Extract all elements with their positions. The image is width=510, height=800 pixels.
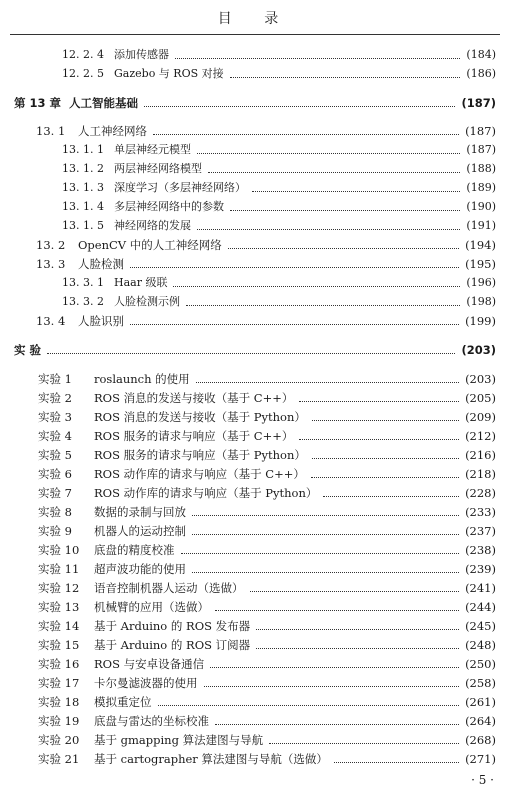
toc-entry-title: 深度学习（多层神经网络） <box>114 181 246 194</box>
dot-leader <box>312 458 459 459</box>
toc-entry[interactable] <box>36 236 496 254</box>
dot-leader <box>269 743 459 744</box>
dot-leader <box>252 191 460 192</box>
dot-leader <box>153 134 459 135</box>
toc-entry[interactable] <box>38 446 496 464</box>
toc-entry-page: (190) <box>466 200 496 213</box>
toc-entry-title: 人脸检测示例 <box>114 295 180 308</box>
toc-entry-page: (187) <box>466 143 496 156</box>
toc-entry-title: 卡尔曼滤波器的使用 <box>94 676 198 690</box>
toc-entry[interactable] <box>38 617 496 635</box>
toc-entry-number: 13. 1. 1 <box>62 143 104 156</box>
toc-entry-title: ROS 消息的发送与接收（基于 C++） <box>94 391 294 405</box>
toc-entry-number: 12. 2. 4 <box>62 48 104 61</box>
toc-entry[interactable] <box>38 750 496 768</box>
toc-entry-page: (228) <box>465 486 496 500</box>
dot-leader <box>192 515 459 516</box>
toc-entry-number: 实 验 <box>14 343 42 357</box>
toc-entry-page: (218) <box>465 467 496 481</box>
toc-entry-number: 13. 1. 3 <box>62 181 104 194</box>
toc-entry-number: 实验 17 <box>38 676 80 690</box>
toc-entry-number: 13. 1 <box>36 124 66 138</box>
dot-leader <box>47 353 455 354</box>
toc-entry[interactable] <box>62 179 496 197</box>
dot-leader <box>130 267 459 268</box>
toc-entry-title: ROS 动作库的请求与响应（基于 C++） <box>94 467 305 481</box>
toc-entry-page: (203) <box>461 343 496 357</box>
toc-entry-page: (239) <box>465 562 496 576</box>
toc-entry-page: (188) <box>466 162 496 175</box>
dot-leader <box>175 58 460 59</box>
dot-leader <box>192 572 459 573</box>
toc-entry-number: 13. 2 <box>36 238 66 252</box>
dot-leader <box>144 106 455 107</box>
toc-entry-title: 添加传感器 <box>114 48 169 61</box>
toc-entry-title: 机器人的运动控制 <box>94 524 186 538</box>
toc-entry-number: 13. 3. 1 <box>62 276 104 289</box>
toc-entry-page: (248) <box>465 638 496 652</box>
toc-entry[interactable] <box>38 674 496 692</box>
toc-entry[interactable] <box>14 94 496 112</box>
toc-entry-page: (209) <box>465 410 496 424</box>
toc-entry-title: 基于 Arduino 的 ROS 发布器 <box>94 619 251 633</box>
toc-entry-number: 13. 4 <box>36 314 66 328</box>
toc-entry-page: (195) <box>465 257 496 271</box>
toc-entry[interactable] <box>38 712 496 730</box>
toc-entry-number: 13. 3 <box>36 257 66 271</box>
toc-entry-page: (184) <box>466 48 496 61</box>
dot-leader <box>196 382 459 383</box>
toc-entry-page: (187) <box>465 124 496 138</box>
toc-entry-page: (186) <box>466 67 496 80</box>
toc-entry[interactable] <box>38 427 496 445</box>
dot-leader <box>204 686 460 687</box>
toc-entry[interactable] <box>38 541 496 559</box>
toc-entry-page: (233) <box>465 505 496 519</box>
toc-entry-page: (244) <box>465 600 496 614</box>
toc-entry-number: 实验 13 <box>38 600 80 614</box>
toc-entry-page: (199) <box>465 314 496 328</box>
toc-entry-title: ROS 与安卓设备通信 <box>94 657 205 671</box>
dot-leader <box>215 724 459 725</box>
toc-entry-title: 模拟重定位 <box>94 695 152 709</box>
toc-entry[interactable] <box>62 293 496 311</box>
toc-entry-page: (189) <box>466 181 496 194</box>
toc-entry-title: 人脸检测 <box>78 257 124 271</box>
dot-leader <box>208 172 460 173</box>
toc-entry[interactable] <box>38 636 496 654</box>
toc-entry-title: ROS 服务的请求与响应（基于 Python） <box>94 448 306 462</box>
toc-entry-title: 数据的录制与回放 <box>94 505 186 519</box>
dot-leader <box>299 401 459 402</box>
toc-entry-number: 实验 15 <box>38 638 80 652</box>
toc-entry-number: 实验 2 <box>38 391 72 405</box>
toc-entry-page: (237) <box>465 524 496 538</box>
dot-leader <box>192 534 459 535</box>
toc-entry-number: 13. 3. 2 <box>62 295 104 308</box>
toc-entry-number: 实验 11 <box>38 562 80 576</box>
toc-entry[interactable] <box>62 46 496 64</box>
toc-entry[interactable] <box>62 65 496 83</box>
dot-leader <box>228 248 459 249</box>
toc-entry-number: 实验 3 <box>38 410 72 424</box>
dot-leader <box>312 420 459 421</box>
toc-entry-title: 人工智能基础 <box>69 96 139 110</box>
toc-entry[interactable] <box>62 160 496 178</box>
toc-entry[interactable] <box>62 274 496 292</box>
toc-entry-number: 实验 9 <box>38 524 72 538</box>
toc-entry-page: (196) <box>466 276 496 289</box>
toc-entry[interactable] <box>62 141 496 159</box>
dot-leader <box>299 439 459 440</box>
toc-entry-title: 基于 gmapping 算法建图与导航 <box>94 733 264 747</box>
toc-entry[interactable] <box>14 341 496 359</box>
dot-leader <box>210 667 459 668</box>
toc-entry-number: 第 13 章 <box>14 96 62 110</box>
toc-entry-title: 语音控制机器人运动（选做） <box>94 581 244 595</box>
toc-entry-title: roslaunch 的使用 <box>94 372 190 386</box>
page-number: · 5 · <box>471 773 494 787</box>
toc-entry-page: (191) <box>466 219 496 232</box>
dot-leader <box>197 229 460 230</box>
toc-entry-title: 基于 Arduino 的 ROS 订阅器 <box>94 638 251 652</box>
toc-entry-title: ROS 服务的请求与响应（基于 C++） <box>94 429 294 443</box>
toc-entry-number: 实验 8 <box>38 505 72 519</box>
toc-entry-number: 13. 1. 2 <box>62 162 104 175</box>
toc-entry-page: (264) <box>465 714 496 728</box>
toc-entry-number: 12. 2. 5 <box>62 67 104 80</box>
toc-entry[interactable] <box>62 217 496 235</box>
toc-entry-number: 实验 20 <box>38 733 80 747</box>
toc-entry-title: ROS 消息的发送与接收（基于 Python） <box>94 410 306 424</box>
toc-entry-page: (271) <box>465 752 496 766</box>
dot-leader <box>256 648 459 649</box>
toc-entry-number: 实验 14 <box>38 619 80 633</box>
toc-entry-page: (261) <box>465 695 496 709</box>
toc-entry[interactable] <box>38 465 496 483</box>
toc-entry-page: (203) <box>465 372 496 386</box>
toc-entry-title: ROS 动作库的请求与响应（基于 Python） <box>94 486 318 500</box>
dot-leader <box>181 553 460 554</box>
toc-entry-number: 实验 18 <box>38 695 80 709</box>
dot-leader <box>130 324 459 325</box>
toc-entry-number: 实验 16 <box>38 657 80 671</box>
toc-entry[interactable] <box>38 408 496 426</box>
toc-entry[interactable] <box>36 255 496 273</box>
toc-entry-title: 两层神经网络模型 <box>114 162 202 175</box>
toc-entry-number: 实验 10 <box>38 543 80 557</box>
toc-entry-title: 底盘与雷达的坐标校准 <box>94 714 209 728</box>
dot-leader <box>250 591 460 592</box>
toc-entry-page: (238) <box>465 543 496 557</box>
dot-leader <box>323 496 459 497</box>
dot-leader <box>215 610 459 611</box>
dot-leader <box>186 305 460 306</box>
toc-entry-title: Gazebo 与 ROS 对接 <box>114 67 224 80</box>
toc-entry-number: 13. 1. 4 <box>62 200 104 213</box>
toc-entry-number: 实验 7 <box>38 486 72 500</box>
toc-entry-number: 实验 12 <box>38 581 80 595</box>
toc-entry-title: 人工神经网络 <box>78 124 147 138</box>
toc-entry-page: (194) <box>465 238 496 252</box>
toc-entry-title: 多层神经网络中的参数 <box>114 200 224 213</box>
dot-leader <box>230 77 461 78</box>
dot-leader <box>197 153 460 154</box>
dot-leader <box>158 705 460 706</box>
toc-entry[interactable] <box>38 655 496 673</box>
dot-leader <box>311 477 459 478</box>
toc-entry-title: 底盘的精度校准 <box>94 543 175 557</box>
toc-entry-title: Haar 级联 <box>114 276 168 289</box>
dot-leader <box>334 762 459 763</box>
toc-entry-page: (205) <box>465 391 496 405</box>
toc-entry-page: (245) <box>465 619 496 633</box>
toc-entry-number: 实验 19 <box>38 714 80 728</box>
toc-entry-number: 实验 21 <box>38 752 80 766</box>
toc-entry[interactable] <box>38 484 496 502</box>
toc-entry-number: 13. 1. 5 <box>62 219 104 232</box>
toc-entry-title: 单层神经元模型 <box>114 143 191 156</box>
toc-entry-number: 实验 1 <box>38 372 72 386</box>
toc-entry-number: 实验 6 <box>38 467 72 481</box>
toc-entry[interactable] <box>38 579 496 597</box>
toc-entry[interactable] <box>38 503 496 521</box>
toc-entry-page: (258) <box>465 676 496 690</box>
toc-entry-title: 基于 cartographer 算法建图与导航（选做） <box>94 752 328 766</box>
toc-entry[interactable] <box>38 693 496 711</box>
toc-entry-page: (268) <box>465 733 496 747</box>
toc-entry-number: 实验 4 <box>38 429 72 443</box>
toc-entry-page: (216) <box>465 448 496 462</box>
toc-entry-page: (187) <box>461 96 496 110</box>
toc-entry[interactable] <box>38 560 496 578</box>
toc-entry-title: 人脸识别 <box>78 314 124 328</box>
toc-entry[interactable] <box>38 522 496 540</box>
toc-entry-number: 实验 5 <box>38 448 72 462</box>
toc-entry-page: (198) <box>466 295 496 308</box>
toc-entry-page: (241) <box>465 581 496 595</box>
dot-leader <box>230 210 460 211</box>
toc-entry-page: (250) <box>465 657 496 671</box>
toc-entry[interactable] <box>38 731 496 749</box>
toc-entry-title: 超声波功能的使用 <box>94 562 186 576</box>
dot-leader <box>256 629 459 630</box>
toc-entry[interactable] <box>36 122 496 140</box>
toc-entry-title: 机械臂的应用（选做） <box>94 600 209 614</box>
toc-entry[interactable] <box>38 370 496 388</box>
page-header: 目 录 <box>217 11 293 27</box>
toc-entry-title: OpenCV 中的人工神经网络 <box>78 238 222 252</box>
toc-entry[interactable] <box>62 198 496 216</box>
toc-entry[interactable] <box>38 598 496 616</box>
header-rule <box>10 34 500 35</box>
toc-entry-page: (212) <box>465 429 496 443</box>
toc-entry[interactable] <box>36 312 496 330</box>
toc-entry[interactable] <box>38 389 496 407</box>
toc-entry-title: 神经网络的发展 <box>114 219 191 232</box>
dot-leader <box>173 286 460 287</box>
